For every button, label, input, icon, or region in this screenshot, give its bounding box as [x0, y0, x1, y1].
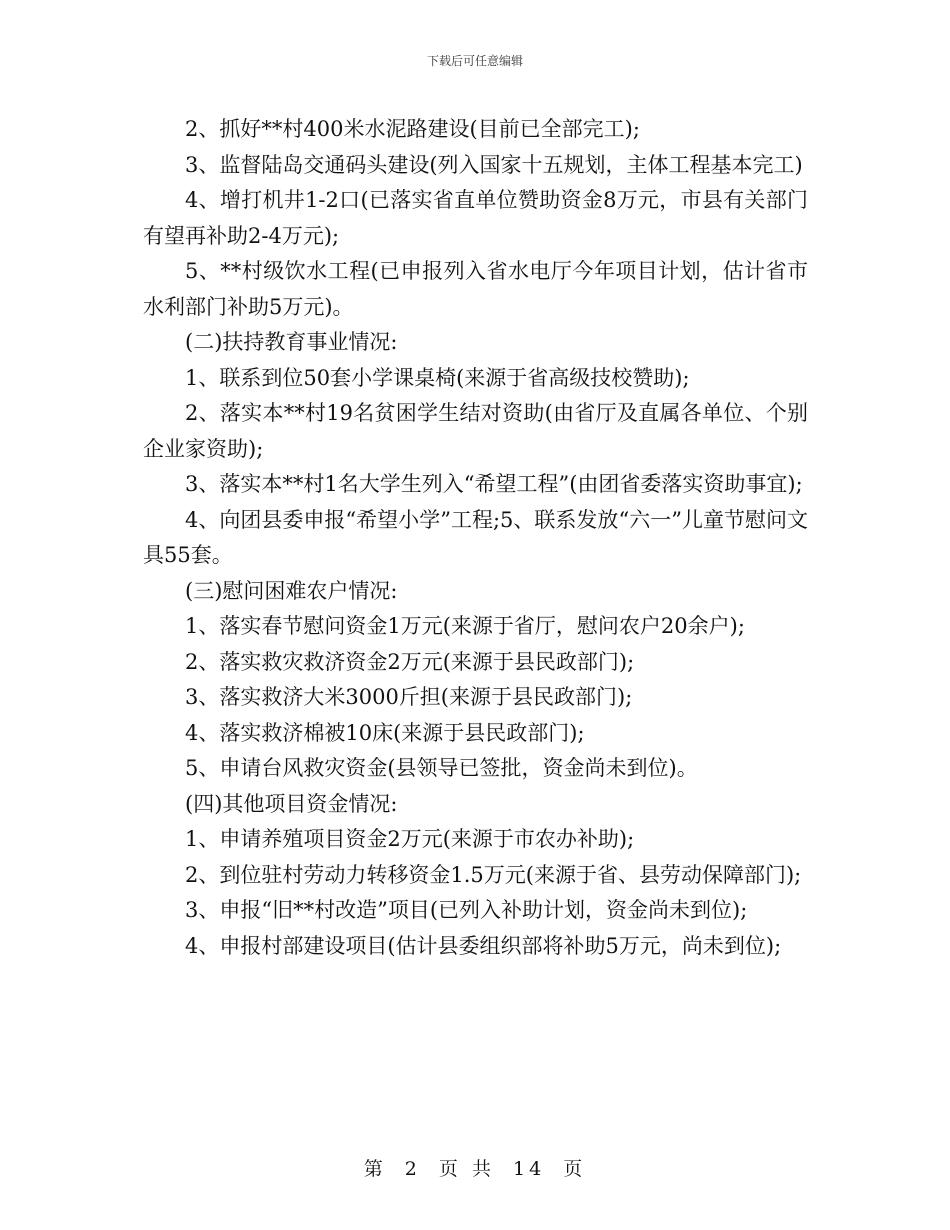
paragraph: 2、落实救灾救济资金2万元(来源于县民政部门); — [185, 649, 635, 674]
section-heading: (二)扶持教育事业情况: — [185, 330, 398, 354]
footer-total-pages: 14 — [513, 1158, 546, 1180]
paragraph: 1、落实春节慰问资金1万元(来源于省厅，慰问农户20余户); — [185, 614, 745, 638]
page-header: 下载后可任意编辑 — [426, 54, 523, 68]
paragraph: 2、到位驻村劳动力转移资金1.5万元(来源于省、县劳动保障部门); — [185, 862, 802, 887]
paragraph: 3、申报“旧**村改造”项目(已列入补助计划，资金尚未到位); — [185, 898, 748, 922]
footer-prefix: 第 — [363, 1158, 387, 1180]
paragraph: 3、落实救济大米3000斤担(来源于县民政部门); — [185, 685, 633, 709]
paragraph: 2、抓好**村400米水泥路建设(目前已全部完工); — [185, 117, 640, 141]
paragraph: 4、增打机井1-2口(已落实省直单位赞助资金8万元，市县有关部门有望再补助2-4万元); — [143, 188, 808, 248]
paragraph: 5、申请台风救灾资金(县领导已签批，资金尚未到位)。 — [185, 756, 698, 780]
footer-suffix: 页 — [563, 1158, 587, 1180]
paragraph: 1、申请养殖项目资金2万元(来源于市农办补助); — [185, 827, 635, 851]
page-footer — [0, 1154, 950, 1181]
paragraph: 4、落实救济棉被10床(来源于县民政部门); — [185, 720, 585, 745]
paragraph: 4、申报村部建设项目(估计县委组织部将补助5万元，尚未到位); — [185, 933, 782, 958]
document-body — [143, 112, 808, 964]
footer-middle: 页 共 — [438, 1158, 495, 1180]
paragraph: 1、联系到位50套小学课桌椅(来源于省高级技校赞助); — [185, 365, 690, 390]
paragraph: 3、落实本**村1名大学生列入“希望工程”(由团省委落实资助事宜); — [185, 472, 803, 496]
section-heading: (三)慰问困难农户情况: — [185, 578, 398, 603]
paragraph: 5、**村级饮水工程(已申报列入省水电厅今年项目计划，估计省市水利部门补助5万元)。 — [143, 259, 808, 319]
paragraph: 4、向团县委申报“希望小学”工程;5、联系发放“六一”儿童节慰问文具55套。 — [143, 507, 808, 567]
paragraph: 2、落实本**村19名贫困学生结对资助(由省厅及直属各单位、个别企业家资助); — [143, 401, 808, 461]
paragraph: 3、监督陆岛交通码头建设(列入国家十五规划，主体工程基本完工) — [185, 152, 803, 177]
section-heading: (四)其他项目资金情况: — [185, 791, 398, 816]
footer-page-number: 2 — [404, 1158, 421, 1180]
